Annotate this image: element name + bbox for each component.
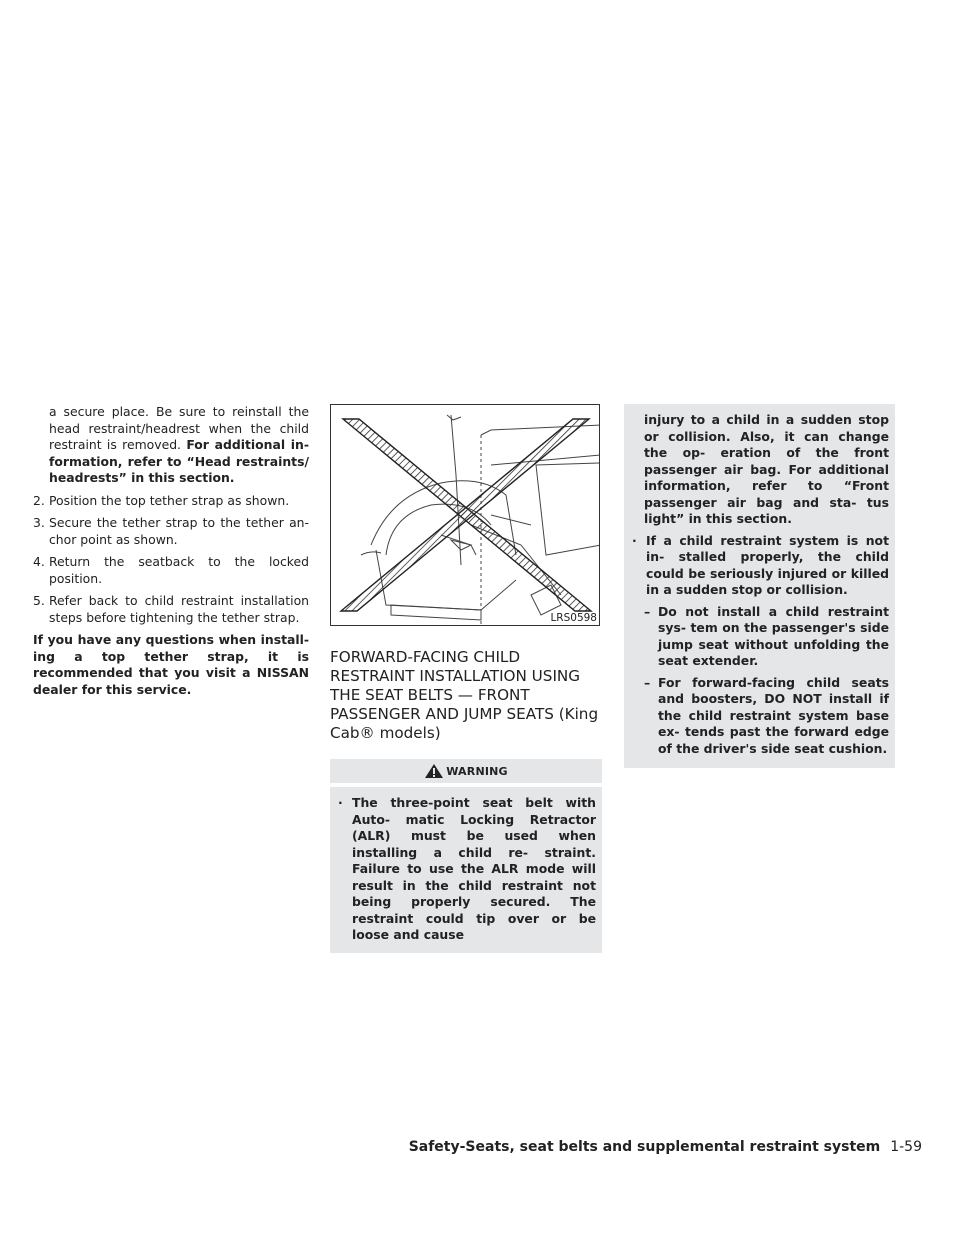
dealer-advice-paragraph: If you have any questions when install- ing a top tether strap, it is recommended that you visit a NISSAN dealer for this service.	[33, 632, 309, 697]
dash-marker: –	[644, 603, 651, 619]
illustration-figure	[330, 404, 600, 626]
column-middle	[330, 404, 602, 953]
step-4	[33, 554, 309, 587]
warning-continued-text: injury to a child in a sudden stop or collision. Also, it can change the op- eration of the front passenger air bag. For additional information, refer to “Front passenger air bag and sta- tus light” in this section.	[644, 412, 889, 526]
page-number: 1-59	[890, 1139, 922, 1155]
bullet-text: If a child restraint system is not in- stalled properly, the child could be seriously injured or killed in a sudden stop or collision.	[646, 532, 889, 597]
step-number: 2.	[33, 492, 45, 508]
warning-bullet-1	[336, 795, 596, 944]
continued-reference: For additional in- formation, refer to “Head restraints/ headrests” in this section.	[49, 437, 309, 485]
bullet-dot: ·	[338, 795, 343, 810]
warning-bullet-2	[630, 533, 889, 599]
footer-section-title: Safety-Seats, seat belts and supplemental restraint system	[408, 1139, 881, 1155]
figure-label: LRS0598	[550, 612, 597, 624]
step-text: Refer back to child restraint installation steps before tightening the tether strap.	[49, 593, 309, 625]
step-text: Return the seatback to the locked position.	[49, 554, 309, 586]
column-right	[624, 404, 895, 768]
step-2	[33, 493, 309, 510]
sub-item-text: Do not install a child restraint sys- tem on the passenger's side jump seat without unfolding the seat extender.	[658, 603, 889, 668]
sub-item-text: For forward-facing child seats and boosters, DO NOT install if the child restraint system base ex- tends past the forward edge of the driver's side seat cushion.	[658, 674, 889, 756]
continued-text: a secure place. Be sure to reinstall the head restraint/headrest when the child restraint is removed.	[49, 404, 309, 452]
continued-paragraph	[33, 404, 309, 487]
warning-body	[330, 787, 602, 953]
step-text: Secure the tether strap to the tether an- chor point as shown.	[49, 515, 309, 547]
column-left	[33, 404, 309, 698]
child-seat-illustration	[331, 405, 600, 626]
step-number: 5.	[33, 593, 45, 608]
dash-marker: –	[644, 674, 651, 690]
warning-sub-item-1	[644, 604, 889, 670]
warning-body-continued	[624, 404, 895, 768]
warning-header	[330, 759, 602, 783]
bullet-text: The three-point seat belt with Auto- matic Locking Retractor (ALR) must be used when installing a child re- straint. Failure to use the ALR mode will result in the child restraint not being properly secured. The restraint could tip over or be loose and cause	[352, 795, 596, 942]
step-3	[33, 515, 309, 548]
warning-title: WARNING	[446, 764, 508, 778]
step-text: Position the top tether strap as shown.	[49, 492, 290, 508]
page-footer	[409, 1138, 922, 1156]
step-5	[33, 593, 309, 626]
step-number: 4.	[33, 554, 45, 569]
section-heading: FORWARD-FACING CHILD RESTRAINT INSTALLATION USING THE SEAT BELTS — FRONT PASSENGER AND JUMP SEATS (King Cab® models)	[330, 648, 599, 742]
warning-icon	[424, 763, 444, 779]
step-number: 3.	[33, 515, 45, 530]
bullet-dot: ·	[632, 532, 637, 548]
warning-sub-item-2	[644, 675, 889, 758]
